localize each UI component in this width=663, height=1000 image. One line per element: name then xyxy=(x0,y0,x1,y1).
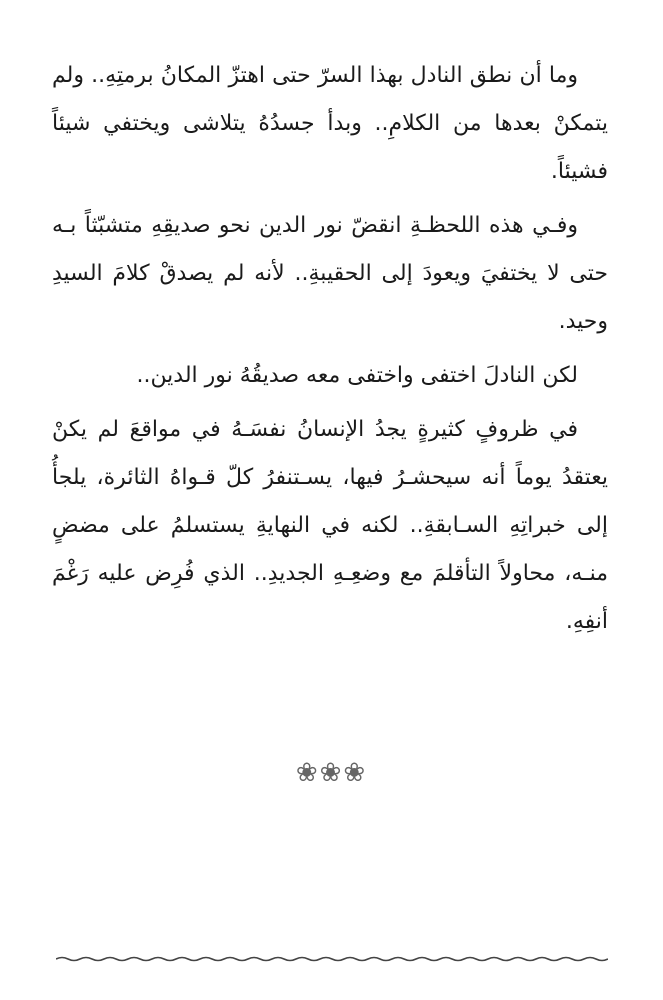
paragraph-3: لكن النادلَ اختفى واختفى معه صديقُهُ نور الدين.. xyxy=(136,363,578,388)
paragraph-2: وفـي هذه اللحظـةِ انقضّ نور الدين نحو صديقِهِ متشبّثاً بـه حتى لا يختفيَ ويعودَ إلى الحقيبةِ.. لأنه لم يصدقْ كلامَ السيدِ وحيد. xyxy=(52,213,608,334)
paragraph-1: وما أن نطق النادل بهذا السرّ حتى اهتزّ المكانُ برمتِهِ.. ولم يتمكنْ بعدها من الكلامِ.. وبدأ جسدُهُ يتلاشى ويختفي شيئاً فشيئاً. xyxy=(52,63,608,184)
flower-ornament-icon: ❀❀❀ xyxy=(295,758,368,788)
wavy-divider xyxy=(56,952,608,966)
paragraph-4: في ظروفٍ كثيرةٍ يجدُ الإنسانُ نفسَـهُ في مواقعَ لم يكنْ يعتقدُ يوماً أنه سيحشـرُ فيها، يسـتنفرُ كلّ قـواهُ الثائرة، يلجأُ إلى خبراتِهِ السـابقةِ.. لكنه في النهايةِ يستسلمُ على مضضٍ منـه، محاولاً التأقلمَ مع وضعِـهِ الجديدِ.. الذي فُرِض عليه رَغْمَ أنفِهِ. xyxy=(52,417,608,634)
page-text xyxy=(52,52,608,652)
